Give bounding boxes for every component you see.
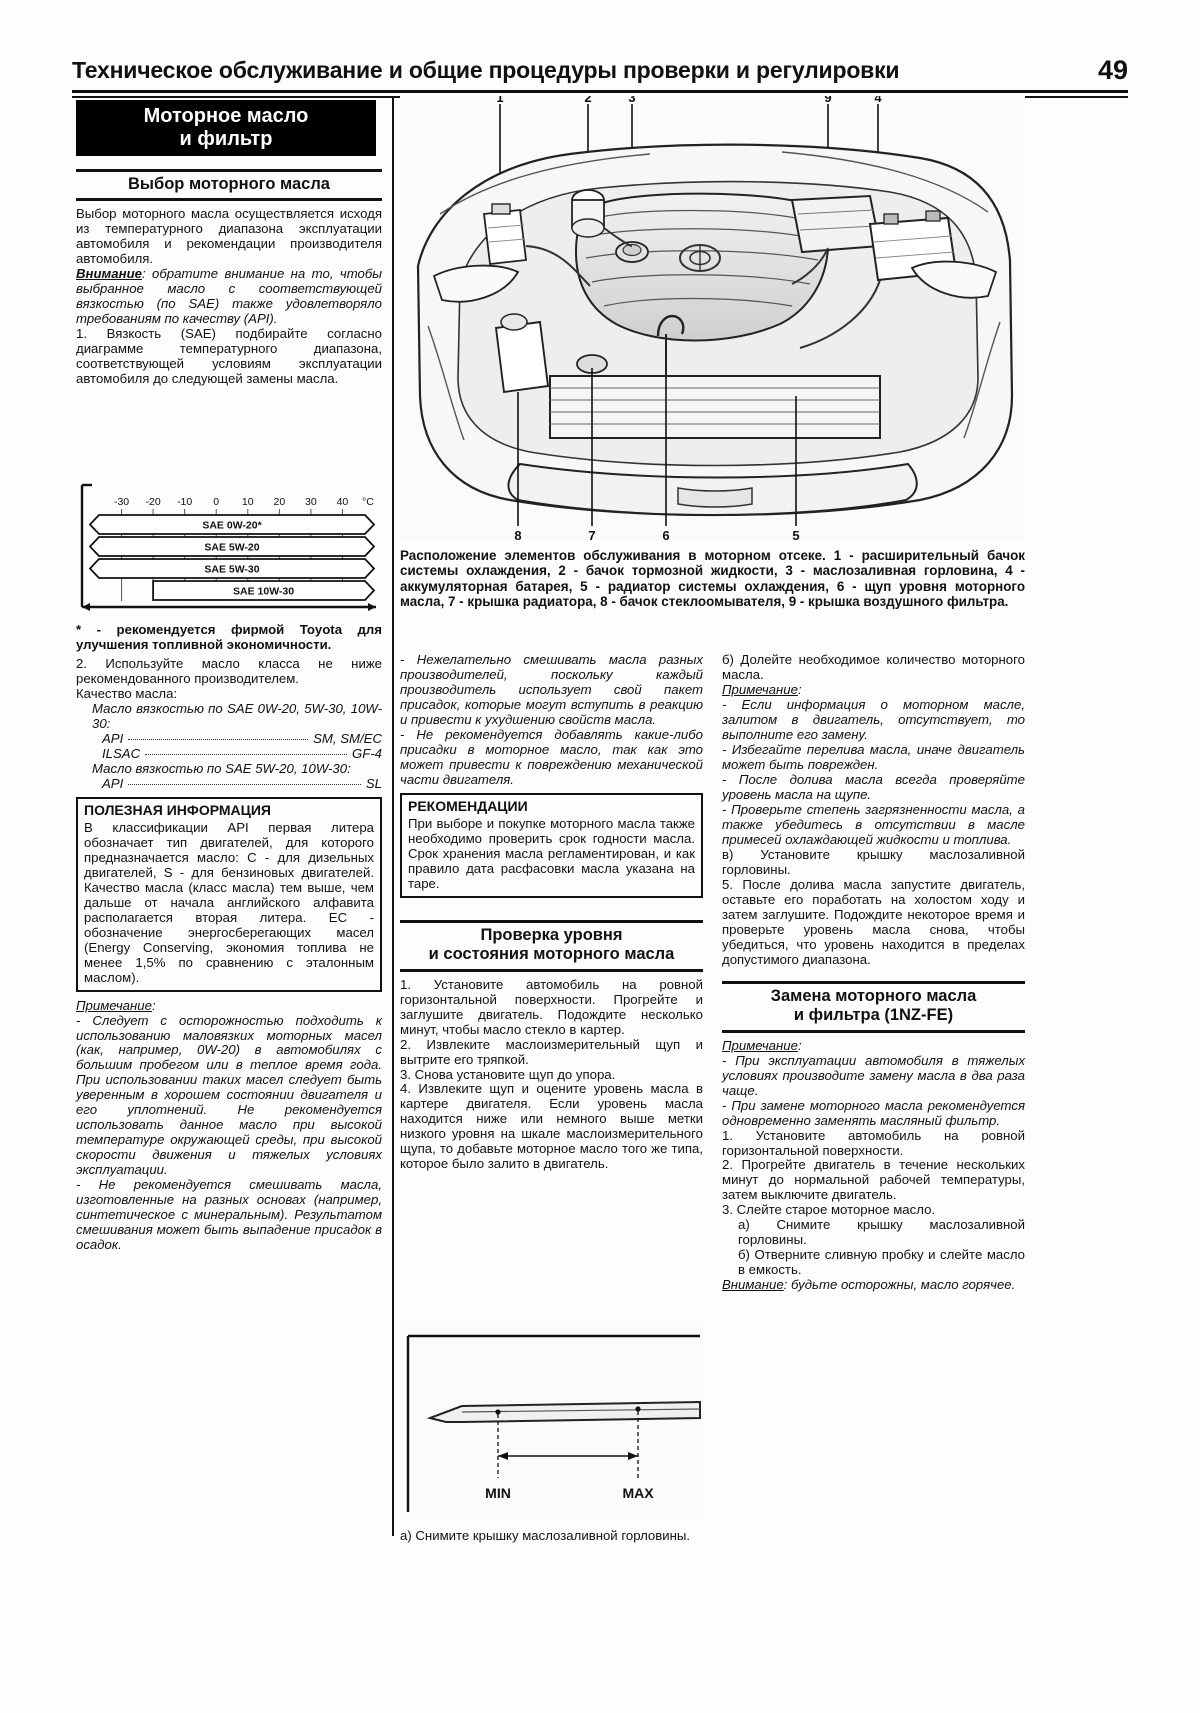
recommendations-box	[400, 793, 703, 898]
viscosity-tick-label: -10	[177, 496, 193, 508]
spec-value: SL	[365, 775, 382, 791]
step-item: 1. Установите автомобиль на ровной горизонтальной поверхности.	[722, 1127, 1025, 1158]
attention-note-2	[722, 1277, 1025, 1292]
note-item: - При эксплуатации автомобиля в тяжелых условиях производите замену масла в два раза чаще.	[722, 1052, 1025, 1098]
middle-column	[400, 652, 703, 1171]
useful-info-box	[76, 797, 382, 992]
recommendations-title: РЕКОМЕНДАЦИИ	[408, 797, 528, 814]
dipstick-figure	[400, 1326, 703, 1521]
note2-label-text: Примечание	[722, 1037, 798, 1053]
note-label: Примечание:	[76, 997, 156, 1013]
svg-text:°C: °C	[362, 496, 374, 508]
attention-text: : обратите внимание на то, чтобы выбранное масло с соответствующей вязкостью (по SAE) также удовлетворяло требованиям по качеству (API).	[76, 266, 382, 327]
note-item: - Не рекомендуется добавлять какие-либо присадки в моторное масло, так как это может привести к повреждению механической части двигателя.	[400, 726, 703, 787]
note-item: - Не рекомендуется смешивать масла, изготовленные на разных основах (например, синтетическое с минеральным). Результатом смешивания может быть выпадение присадок в осадок.	[76, 1177, 382, 1253]
svg-text:3: 3	[628, 96, 636, 105]
right-column	[722, 652, 1025, 1292]
note-label-text: Примечание	[722, 681, 798, 697]
svg-text:7: 7	[588, 528, 596, 541]
engine-bay-svg	[400, 96, 1025, 541]
step-a: а) Снимите крышку маслозаливной горловины.	[400, 1528, 691, 1543]
substep-item: б) Отверните сливную пробку и слейте масло в емкость.	[738, 1247, 1025, 1278]
section-title-block	[76, 100, 376, 156]
step-b: б) Долейте необходимое количество моторного масла.	[722, 652, 1025, 682]
viscosity-band-label: SAE 5W-20	[204, 541, 260, 554]
note-label: Примечание:	[722, 681, 802, 697]
spec-value: SM, SM/EC	[313, 730, 382, 746]
viscosity-band-label: SAE 0W-20*	[202, 519, 262, 532]
dipstick-svg	[400, 1326, 703, 1521]
note-item: - Если информация о моторном масле, залитом в двигатель, отсутствует, то выполните его замену.	[722, 696, 1025, 742]
viscosity-tick-label: 40	[336, 496, 349, 508]
step-5: 5. После долива масла запустите двигатель, оставьте его поработать на холостом ходу и затем заглушите. Подождите некоторое время и проверьте уровень масла снова, чтобы убедиться, что уровень находится в пределах допустимого диапазона.	[722, 876, 1025, 967]
attention-label: Внимание	[76, 266, 142, 282]
viscosity-chart-svg	[76, 477, 382, 620]
step-item: 2. Прогрейте двигатель в течение нескольких минут до нормальной рабочей температуры, затем выключите двигатель.	[722, 1157, 1025, 1203]
section-title-line1: Моторное масло	[143, 105, 309, 127]
spec1-rows	[76, 731, 382, 761]
spec-name: API	[102, 775, 124, 791]
svg-text:MAX: MAX	[622, 1485, 654, 1501]
spec-row	[102, 731, 382, 746]
attention-text-2: : будьте осторожны, масло горячее.	[783, 1277, 1016, 1293]
section-title-line2: и фильтр	[179, 128, 273, 150]
leader-dots	[145, 754, 347, 755]
para-viscosity-step: 1. Вязкость (SAE) подбирайте согласно диаграмме температурного диапазона, соответствующей условиям эксплуатации автомобиля до следующей замены масла.	[76, 326, 382, 387]
viscosity-tick-label: 0	[213, 496, 220, 508]
attention-label-2: Внимание	[722, 1277, 784, 1293]
left-column-mid	[76, 622, 382, 1252]
svg-text:9: 9	[824, 96, 832, 105]
step-v: в) Установите крышку маслозаливной горловины.	[722, 846, 1025, 877]
spec2-title: Масло вязкостью по SAE 5W-20, 10W-30:	[92, 760, 351, 776]
spec-row	[102, 746, 382, 761]
para-oil-choice: Выбор моторного масла осуществляется исходя из температурного диапазона эксплуатации автомобиля и рекомендации производителя автомобиля.	[76, 206, 382, 267]
figure-caption: Расположение элементов обслуживания в моторном отсеке. 1 - расширительный бачок системы охлаждения, 2 - бачок тормозной жидкости, 3 - маслозаливная горловина, 4 - аккумуляторная батарея, 5 - радиатор системы охлаждения, 6 - щуп уровня моторного масла, 7 - крышка радиатора, 8 - бачок стеклоомывателя, 9 - крышка воздушного фильтра.	[400, 548, 1025, 609]
svg-text:4: 4	[874, 96, 882, 105]
svg-text:6: 6	[662, 528, 670, 541]
spec1-title: Масло вязкостью по SAE 0W-20, 5W-30, 10W-30:	[92, 700, 382, 731]
step-item: 4. Извлеките щуп и оцените уровень масла в картере двигателя. Если уровень масла находится ниже или немного выше метки низкого уровня на шкале маслоизмерительного щупа, то добавьте моторное масло того же типа, которое было залито в двигатель.	[400, 1081, 703, 1172]
leader-dots	[128, 739, 308, 740]
para-oil-class: 2. Используйте масло класса не ниже рекомендованного производителем.	[76, 655, 382, 686]
spec-value: GF-4	[351, 745, 382, 761]
spec-name: API	[102, 730, 124, 746]
viscosity-footnote: * - рекомендуется фирмой Toyota для улучшения топливной экономичности.	[76, 622, 382, 652]
note-item: - Проверьте степень загрязненности масла, а также убедитесь в отсутствии в масле примесей охлаждающей жидкости и топлива.	[722, 801, 1025, 847]
viscosity-tick-label: 30	[305, 496, 317, 508]
heading-line1: Замена моторного масла	[770, 986, 977, 1005]
step-item: 3. Слейте старое моторное масло.	[722, 1202, 936, 1218]
page-title: Техническое обслуживание и общие процедуры проверки и регулировки	[72, 56, 900, 83]
note2-label: Примечание:	[722, 1037, 802, 1053]
heading-line1: Проверка уровня	[480, 925, 623, 944]
useful-info-text: В классификации API первая литера обозначает тип двигателей, для которого предназначается масло: C - для дизельных двигателей, S - для бензиновых двигателей. Качество масла (класс масла) тем выше, чем дальше от начала английского алфавита располагается вторая литера. EC - обозначение энергосберегающих масел (Energy Conserving, экономия топлива не менее 1,5% по сравнению с эталонным маслом).	[84, 819, 374, 985]
svg-text:8: 8	[514, 528, 522, 541]
viscosity-tick-label: -20	[145, 496, 161, 508]
svg-text:5: 5	[792, 528, 800, 541]
step-item: 2. Извлеките маслоизмерительный щуп и вытрите его тряпкой.	[400, 1036, 703, 1067]
svg-text:MIN: MIN	[485, 1485, 511, 1501]
note-label-text: Примечание	[76, 997, 152, 1013]
page-number: 49	[1097, 54, 1128, 85]
heading-oil-choice: Выбор моторного масла	[76, 169, 382, 201]
attention-note	[76, 266, 382, 326]
svg-text:2: 2	[584, 96, 592, 105]
note-item: - Избегайте перелива масла, иначе двигатель может быть поврежден.	[722, 741, 1025, 772]
step-item: 3. Снова установите щуп до упора.	[400, 1066, 616, 1082]
substep-item: а) Снимите крышку маслозаливной горловины.	[738, 1217, 1025, 1248]
viscosity-band-label: SAE 5W-30	[204, 563, 260, 576]
column-divider	[392, 96, 394, 1536]
note-item: - При замене моторного масла рекомендуется одновременно заменять масляный фильтр.	[722, 1097, 1025, 1128]
note-item: - Нежелательно смешивать масла разных производителей, поскольку каждый производитель использует свой пакет присадок, которые могут вступить в реакцию и привести к ухудшению свойств масла.	[400, 652, 703, 727]
spec-name: ILSAC	[102, 745, 141, 761]
page-header	[72, 52, 1128, 88]
middle-column-bottom	[400, 1528, 703, 1543]
heading-line2: и состояния моторного масла	[428, 945, 675, 964]
viscosity-band-label: SAE 10W-30	[233, 585, 295, 598]
recommendations-text: При выборе и покупке моторного масла также необходимо проверить срок годности масла. Срок хранения масла регламентирован, и как правило дата расфасовки масла указана на таре.	[408, 815, 695, 891]
viscosity-tick-label: -30	[113, 496, 130, 508]
note-item: - После долива масла всегда проверяйте уровень масла на щупе.	[722, 771, 1025, 802]
heading-oil-replacement	[722, 981, 1025, 1033]
svg-text:1: 1	[496, 96, 504, 105]
engine-bay-figure	[400, 96, 1025, 541]
useful-info-title: ПОЛЕЗНАЯ ИНФОРМАЦИЯ	[84, 801, 271, 818]
note-item: - Следует с осторожностью подходить к использованию маловязких моторных масел (как, например, 0W-20) в автомобилях с большим пробегом или в теплое время года. При использовании таких масел следует быть уверенным в хорошем состоянии двигателя и его уплотнений. Не рекомендуется использовать данное масло при высокой температуре окружающей среды, при высокой скорости движения и тяжелых условиях эксплуатации.	[76, 1012, 382, 1178]
viscosity-tick-label: 20	[273, 496, 286, 508]
step-item: 1. Установите автомобиль на ровной горизонтальной поверхности. Прогрейте и заглушите двигатель. Подождите несколько минут, чтобы масло стекло в картер.	[400, 976, 703, 1037]
heading-oil-level-check	[400, 920, 703, 972]
spec2-rows	[76, 776, 382, 791]
spec-row	[102, 776, 382, 791]
quality-label: Качество масла:	[76, 685, 178, 701]
viscosity-chart	[76, 477, 382, 620]
heading-line2: и фильтра (1NZ-FE)	[793, 1006, 954, 1025]
viscosity-tick-label: 10	[241, 496, 254, 508]
leader-dots	[128, 784, 361, 785]
left-column-top	[76, 163, 382, 386]
